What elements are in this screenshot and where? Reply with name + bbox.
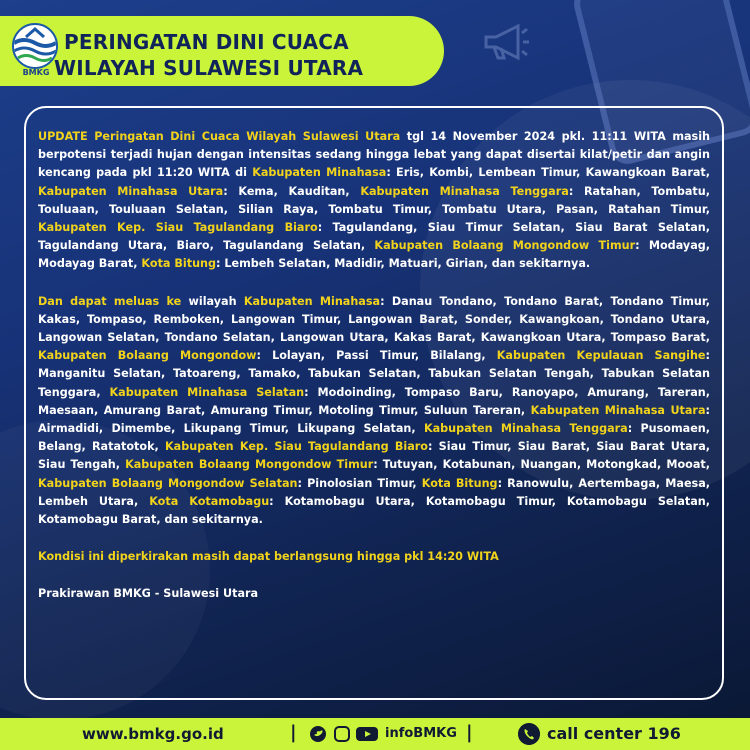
district-list-text: : Modayag, Modayag Barat, <box>38 239 710 271</box>
district-list-text: : Kotamobagu Utara, Kotamobagu Timur, Kotamobagu Selatan, Kotamobagu Barat, dan sekitarnya. <box>38 494 710 527</box>
region-highlight: Kabupaten Minahasa <box>252 166 387 180</box>
instagram-icon[interactable] <box>334 726 350 742</box>
region-highlight: Kabupaten Kep. Siau Tagulandang Biaro <box>38 221 318 235</box>
district-list-text: wilayah <box>181 294 244 308</box>
region-highlight: Kabupaten Bolaang Mongondow Timur <box>374 239 636 253</box>
twitter-icon[interactable] <box>310 726 328 742</box>
region-highlight: Kabupaten Kepulauan Sangihe <box>496 349 706 363</box>
district-list-text: : Ranowulu, Aertembaga, Maesa, Lembeh Utara, <box>38 476 710 508</box>
district-list-text: tgl 14 November 2024 pkl. 11:11 WITA masih berpotensi terjadi hujan dengan intensitas sedang hingga lebat yang dapat disertai kilat/petir dan angin kencang pada pkl 11:20 WITA di <box>38 130 710 180</box>
warning-panel <box>24 106 724 700</box>
district-list-text: : Modoinding, Tompaso Baru, Ranoyapo, Amurang, Tareran, Maesaan, Amurang Barat, Amurang Timur, Motoling Timur, Suluun Tareran, <box>38 385 710 417</box>
district-list-text: : Danau Tondano, Tondano Barat, Tondano Timur, Kakas, Tompaso, Remboken, Langowan Timur, Langowan Barat, Sonder, Kawangkoan, Tondano Utara, Langowan Selatan, Tondano Selatan, Langowan Utara, Kakas Barat, Kawangkoan Utara, Tompaso Barat, <box>38 294 711 345</box>
warning-paragraph <box>38 128 710 274</box>
region-highlight: Kabupaten Minahasa <box>243 294 381 308</box>
extension-paragraph <box>38 293 710 530</box>
footer-separator: | <box>290 722 297 743</box>
page-title <box>54 29 364 81</box>
district-list-text: : Tutuyan, Kotabunan, Nuangan, Motongkad, Mooat, <box>373 458 711 472</box>
region-highlight: Kota Bitung <box>421 476 498 490</box>
district-list-text: : Kema, Kauditan, <box>223 184 361 198</box>
bmkg-logo-icon <box>14 25 56 67</box>
district-list-text: : Tagulandang, Siau Timur Selatan, Siau Barat Selatan, Tagulandang Utara, Biaro, Tagulandang Selatan, <box>38 221 710 253</box>
title-line-1: PERINGATAN DINI CUACA <box>64 30 349 54</box>
region-highlight: Kabupaten Bolaang Mongondow Selatan <box>38 476 298 490</box>
region-highlight: Kabupaten Bolaang Mongondow Timur <box>125 458 374 472</box>
website-link[interactable]: www.bmkg.go.id <box>82 725 224 743</box>
district-list-text: : Pusomaen, Belang, Ratatotok, <box>38 422 711 454</box>
bmkg-logo <box>12 23 58 69</box>
region-highlight: Kabupaten Bolaang Mongondow <box>38 349 257 363</box>
title-line-2: WILAYAH SULAWESI UTARA <box>54 56 364 80</box>
region-highlight: Kabupaten Minahasa Utara <box>38 184 224 198</box>
signature-text: Prakirawan BMKG - Sulawesi Utara <box>38 587 259 601</box>
district-list-text: : Pinolosian Timur, <box>297 476 422 490</box>
youtube-icon[interactable] <box>356 727 378 741</box>
region-highlight: Kabupaten Minahasa Selatan <box>109 385 305 399</box>
region-highlight: Kabupaten Minahasa Tenggara <box>360 184 569 198</box>
region-highlight: Kota Kotamobagu <box>149 494 270 508</box>
district-list-text: : Eris, Kombi, Lembean Timur, Kawangkoan Barat, <box>386 166 711 180</box>
social-handle[interactable]: infoBMKG <box>385 726 457 741</box>
district-list-text: : Ratahan, Tombatu, Touluaan, Touluaan Selatan, Silian Raya, Tombatu Timur, Tombatu Utara, Pasan, Ratahan Timur, <box>38 184 710 216</box>
footer-separator-2: | <box>466 722 473 743</box>
region-highlight: Dan dapat meluas ke <box>38 294 182 308</box>
region-highlight: Kabupaten Kep. Siau Tagulandang Biaro <box>165 440 428 454</box>
condition-text: Kondisi ini diperkirakan masih dapat berlangsung hingga pkl 14:20 WITA <box>38 550 499 564</box>
region-highlight: Kabupaten Minahasa Utara <box>530 403 706 417</box>
district-list-text: : Airmadidi, Dimembe, Likupang Timur, Likupang Selatan, <box>38 403 710 436</box>
district-list-text: : Manganitu Selatan, Tatoareng, Tamako, Tabukan Selatan, Tabukan Selatan Tengah, Tabukan Selatan Tenggara, <box>38 349 710 399</box>
logo-text: BMKG <box>22 68 50 77</box>
region-highlight: Kabupaten Minahasa Tenggara <box>423 422 628 436</box>
district-list-text: : Siau Timur, Siau Barat, Siau Barat Utara, Siau Tengah, <box>38 440 710 472</box>
region-highlight: Kota Bitung <box>141 257 217 271</box>
district-list-text: : Lolayan, Passi Timur, Bilalang, <box>256 349 497 363</box>
region-highlight: UPDATE Peringatan Dini Cuaca Wilayah Sulawesi Utara <box>38 130 401 143</box>
footer-bar <box>0 718 750 750</box>
phone-icon <box>518 723 540 745</box>
megaphone-icon <box>482 22 530 62</box>
call-center[interactable]: call center 196 <box>547 724 681 743</box>
district-list-text: : Lembeh Selatan, Madidir, Matuari, Girian, dan sekitarnya. <box>216 257 591 271</box>
